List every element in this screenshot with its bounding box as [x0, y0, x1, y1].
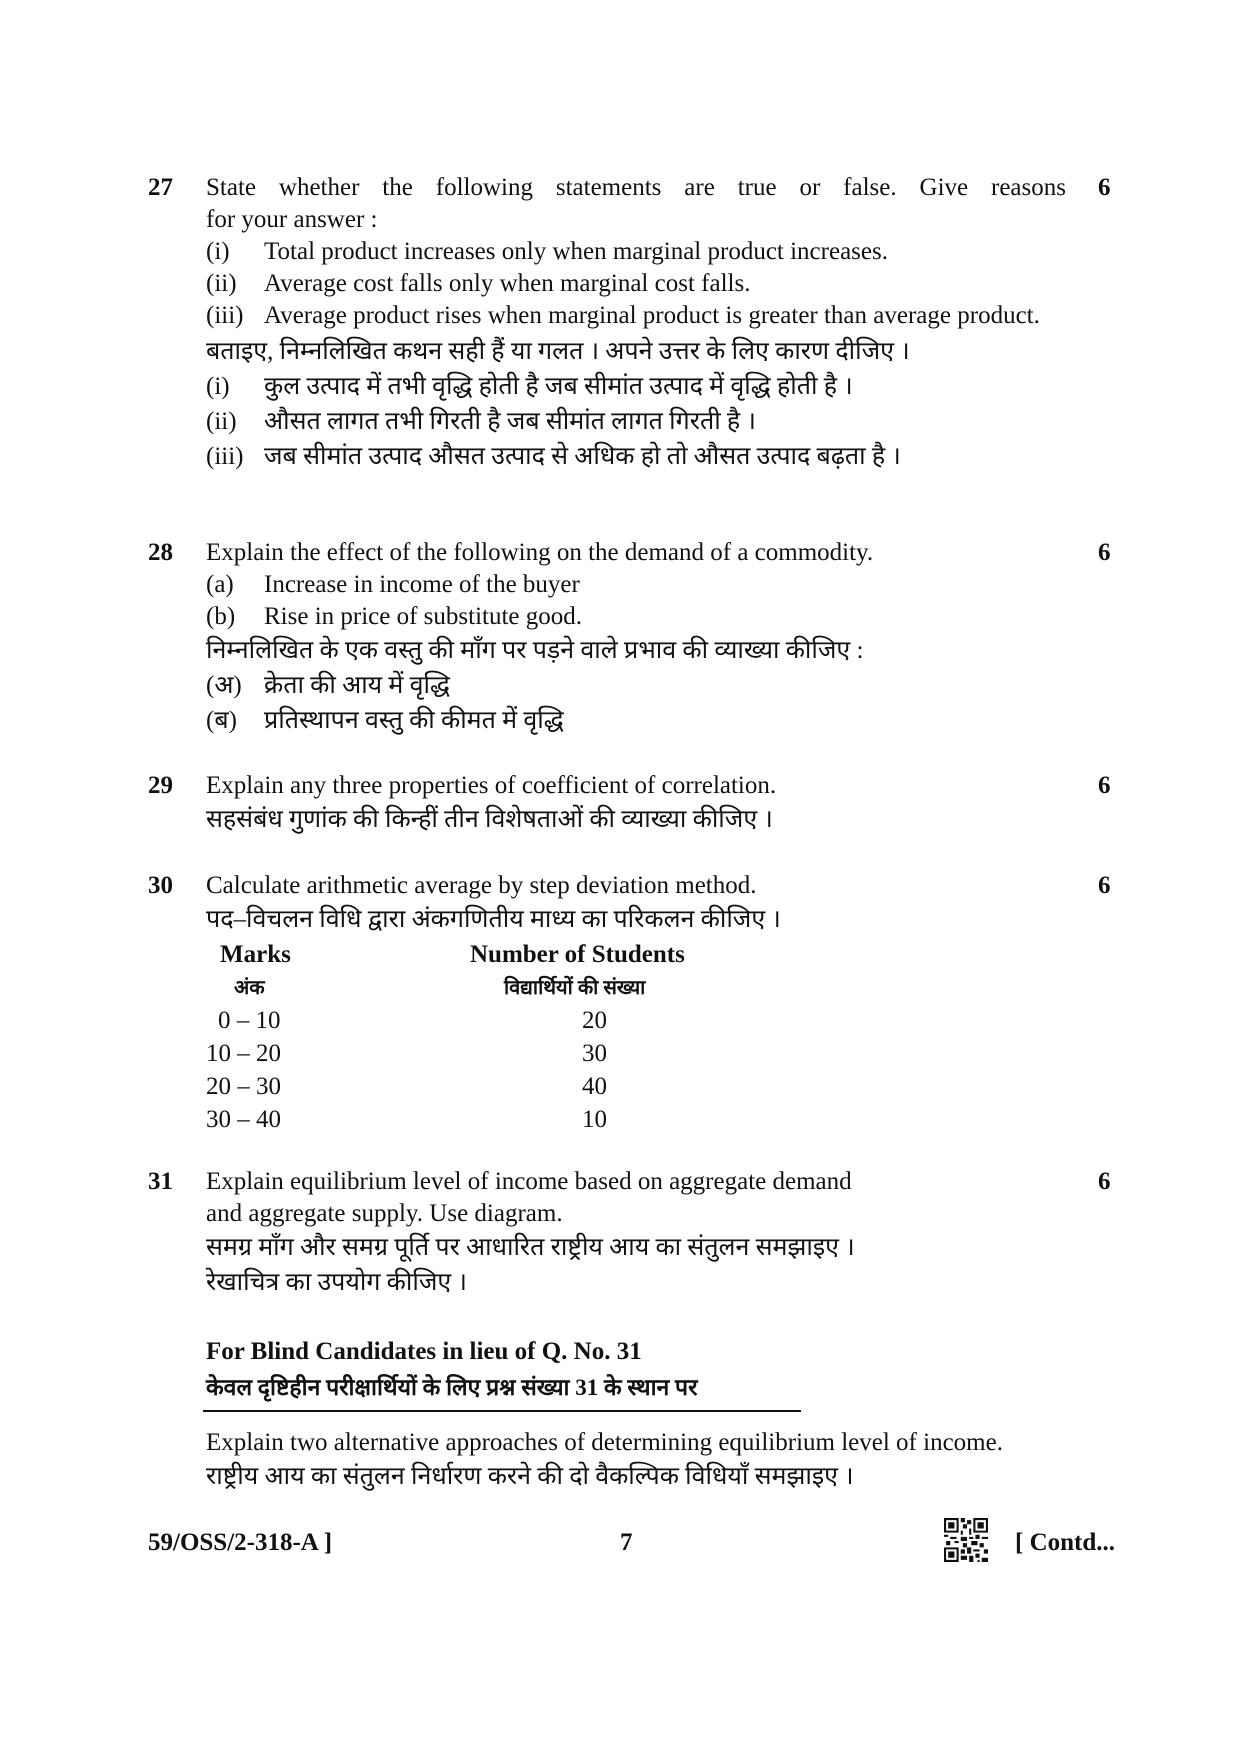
sub-question: (b) Rise in price of substitute good.: [206, 603, 583, 630]
statement-item: (iii) Average product rises when marginal product is greater than average product.: [206, 302, 1040, 329]
blind-question-text-en: Explain two alternative approaches of determining equilibrium level of income.: [206, 1429, 1003, 1456]
paper-code: 59/OSS/2-318-A ]: [148, 1529, 333, 1556]
qr-code-icon: [944, 1518, 988, 1562]
table-header: [206, 938, 770, 971]
student-count: 40: [582, 1072, 607, 1100]
question-text-hi: निम्नलिखित के एक वस्तु की माँग पर पड़ने वाले प्रभाव की व्याख्या कीजिए :: [206, 637, 864, 664]
col-header-marks-hi: अंक: [234, 976, 265, 999]
student-count: 20: [582, 1006, 607, 1034]
student-count: 10: [582, 1105, 607, 1133]
page-number: 7: [620, 1529, 633, 1556]
question-body: [206, 870, 1066, 937]
question-number: 27: [148, 174, 173, 201]
marks-table: [206, 938, 770, 1136]
question-marks: 6: [1098, 539, 1111, 566]
question-body: [206, 770, 1066, 837]
statement-item-hi: (i) कुल उत्पाद में तभी वृद्धि होती है जब सीमांत उत्पाद में वृद्धि होती है ।: [206, 373, 853, 400]
question-text-en: State whether the following statements are true or false. Give reasons: [206, 174, 1066, 201]
statement-item: (ii) Average cost falls only when marginal cost falls.: [206, 270, 751, 297]
sub-question-hi: (ब) प्रतिस्थापन वस्तु की कीमत में वृद्धि: [206, 707, 564, 734]
col-header-students-hi: विद्यार्थियों की संख्या: [504, 976, 646, 999]
marks-range: 20 – 30: [206, 1072, 281, 1100]
sub-question-hi: (अ) क्रेता की आय में वृद्धि: [206, 672, 450, 699]
statement-item-hi: (ii) औसत लागत तभी गिरती है जब सीमांत लागत गिरती है ।: [206, 408, 756, 435]
question-number: 30: [148, 872, 173, 899]
question-text-hi: पद–विचलन विधि द्वारा अंकगणितीय माध्य का परिकलन कीजिए ।: [206, 906, 781, 933]
continued-label: [ Contd...: [1015, 1529, 1116, 1556]
question-marks: 6: [1098, 772, 1111, 799]
question-text-hi: समग्र माँग और समग्र पूर्ति पर आधारित राष्ट्रीय आय का संतुलन समझाइए ।: [206, 1234, 855, 1261]
table-row: [206, 1103, 770, 1136]
blind-section-title-hi: केवल दृष्टिहीन परीक्षार्थियों के लिए प्रश्न संख्या 31 के स्थान पर: [206, 1375, 698, 1400]
col-header-marks: Marks: [220, 940, 291, 968]
student-count: 30: [582, 1039, 607, 1067]
question-text-hi: सहसंबंध गुणांक की किन्हीं तीन विशेषताओं की व्याख्या कीजिए ।: [206, 806, 773, 833]
marks-range: 0 – 10: [218, 1006, 281, 1034]
statement-item: (i) Total product increases only when marginal product increases.: [206, 238, 888, 265]
question-body: [206, 172, 1066, 474]
marks-range: 30 – 40: [206, 1105, 281, 1133]
section-divider: [203, 1410, 801, 1412]
question-body: [206, 1166, 1066, 1300]
question-number: 29: [148, 772, 173, 799]
table-row: [206, 1004, 770, 1037]
marks-range: 10 – 20: [206, 1039, 281, 1067]
table-row: [206, 1037, 770, 1070]
statement-item-hi: (iii) जब सीमांत उत्पाद औसत उत्पाद से अधिक हो तो औसत उत्पाद बढ़ता है ।: [206, 443, 901, 470]
question-marks: 6: [1098, 872, 1111, 899]
sub-question: (a) Increase in income of the buyer: [206, 571, 580, 598]
question-marks: 6: [1098, 174, 1111, 201]
blind-question-text-hi: राष्ट्रीय आय का संतुलन निर्धारण करने की दो वैकल्पिक विधियाँ समझाइए ।: [206, 1463, 854, 1490]
col-header-students: Number of Students: [470, 940, 685, 968]
question-text-en: Calculate arithmetic average by step deviation method.: [206, 872, 757, 899]
question-number: 28: [148, 539, 173, 566]
table-row: [206, 1070, 770, 1103]
blind-question-body: [206, 1427, 1066, 1494]
question-text-en: Explain any three properties of coefficient of correlation.: [206, 772, 777, 799]
table-header-hi: [206, 971, 770, 1004]
question-marks: 6: [1098, 1168, 1111, 1195]
question-text-en: and aggregate supply. Use diagram.: [206, 1200, 563, 1227]
question-text-en: Explain equilibrium level of income based on aggregate demand: [206, 1168, 852, 1195]
blind-section-title: For Blind Candidates in lieu of Q. No. 31: [206, 1338, 642, 1365]
question-text-hi: बताइए, निम्नलिखित कथन सही हैं या गलत । अपने उत्तर के लिए कारण दीजिए ।: [206, 338, 910, 365]
question-text-en: Explain the effect of the following on the demand of a commodity.: [206, 539, 874, 566]
question-body: [206, 537, 1066, 738]
question-text-en: for your answer :: [206, 206, 378, 233]
question-number: 31: [148, 1168, 173, 1195]
question-text-hi: रेखाचित्र का उपयोग कीजिए ।: [206, 1269, 467, 1296]
